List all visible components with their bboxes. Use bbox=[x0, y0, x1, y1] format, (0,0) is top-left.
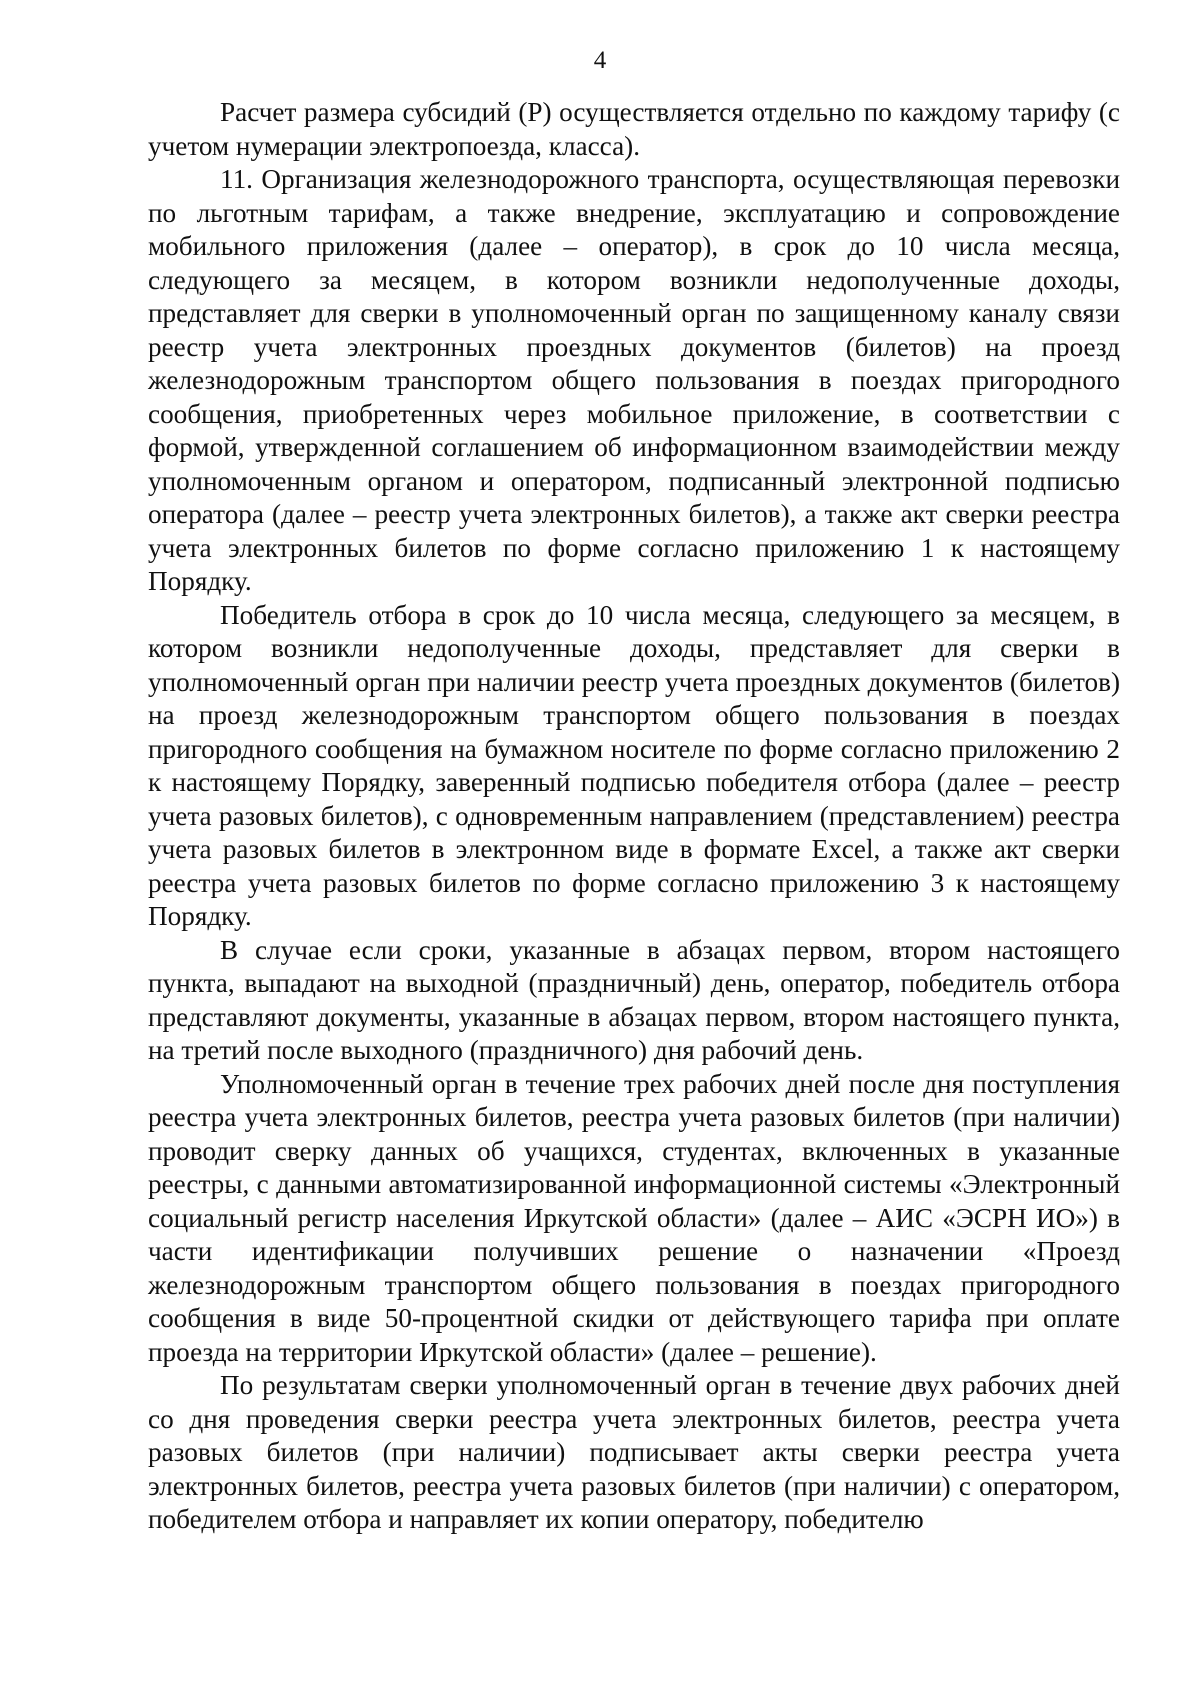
paragraph-subsidy-calculation: Расчет размера субсидий (Р) осуществляется отдельно по каждому тарифу (с учетом нумерации электропоезда, класса). bbox=[148, 97, 1120, 161]
paragraph-selection-winner: Победитель отбора в срок до 10 числа месяца, следующего за месяцем, в котором возникли недополученные доходы, представляет для сверки в уполномоченный орган при наличии реестр учета проездных документов (билетов) на проезд железнодорожным транспортом общего пользования в поездах пригородного сообщения на бумажном носителе по форме согласно приложению 2 к настоящему Порядку, заверенный подписью победителя отбора (далее – реестр учета разовых билетов), с одновременным направлением (представлением) реестра учета разовых билетов в электронном виде в формате Excel, а также акт сверки реестра учета разовых билетов по форме согласно приложению 3 к настоящему Порядку. bbox=[148, 599, 1120, 931]
paragraph-holiday-deadline: В случае если сроки, указанные в абзацах первом, втором настоящего пункта, выпадают на выходной (праздничный) день, оператор, победитель отбора представляют документы, указанные в абзацах первом, втором настоящего пункта, на третий после выходного (праздничного) дня рабочий день. bbox=[148, 934, 1120, 1065]
document-body bbox=[148, 96, 1120, 1537]
paragraph-data-reconciliation: Уполномоченный орган в течение трех рабочих дней после дня поступления реестра учета электронных билетов, реестра учета разовых билетов (при наличии) проводит сверку данных об учащихся, студентах, включенных в указанные реестры, с данными автоматизированной информационной системы «Электронный социальный регистр населения Иркутской области» (далее – АИС «ЭСРН ИО») в части идентификации получивших решение о назначении «Проезд железнодорожным транспортом общего пользования в поездах пригородного сообщения в виде 50-процентной скидки от действующего тарифа при оплате проезда на территории Иркутской области» (далее – решение). bbox=[148, 1068, 1120, 1367]
page-number: 4 bbox=[593, 47, 607, 74]
paragraph-reconciliation-results: По результатам сверки уполномоченный орган в течение двух рабочих дней со дня проведения сверки реестра учета электронных билетов, реестра учета разовых билетов (при наличии) подписывает акты сверки реестра учета электронных билетов, реестра учета разовых билетов (при наличии) с оператором, победителем отбора и направляет их копии оператору, победителю bbox=[148, 1370, 1120, 1534]
paragraph-item-11-operator: 11. Организация железнодорожного транспорта, осуществляющая перевозки по льготным тарифам, а также внедрение, эксплуатацию и сопровождение мобильного приложения (далее – оператор), в срок до 10 числа месяца, следующего за месяцем, в котором возникли недополученные доходы, представляет для сверки в уполномоченный орган по защищенному каналу связи реестр учета электронных проездных документов (билетов) на проезд железнодорожным транспортом общего пользования в поездах пригородного сообщения, приобретенных через мобильное приложение, в соответствии с формой, утвержденной соглашением об информационном взаимодействии между уполномоченным органом и оператором, подписанный электронной подписью оператора (далее – реестр учета электронных билетов), а также акт сверки реестра учета электронных билетов по форме согласно приложению 1 к настоящему Порядку. bbox=[148, 164, 1120, 596]
